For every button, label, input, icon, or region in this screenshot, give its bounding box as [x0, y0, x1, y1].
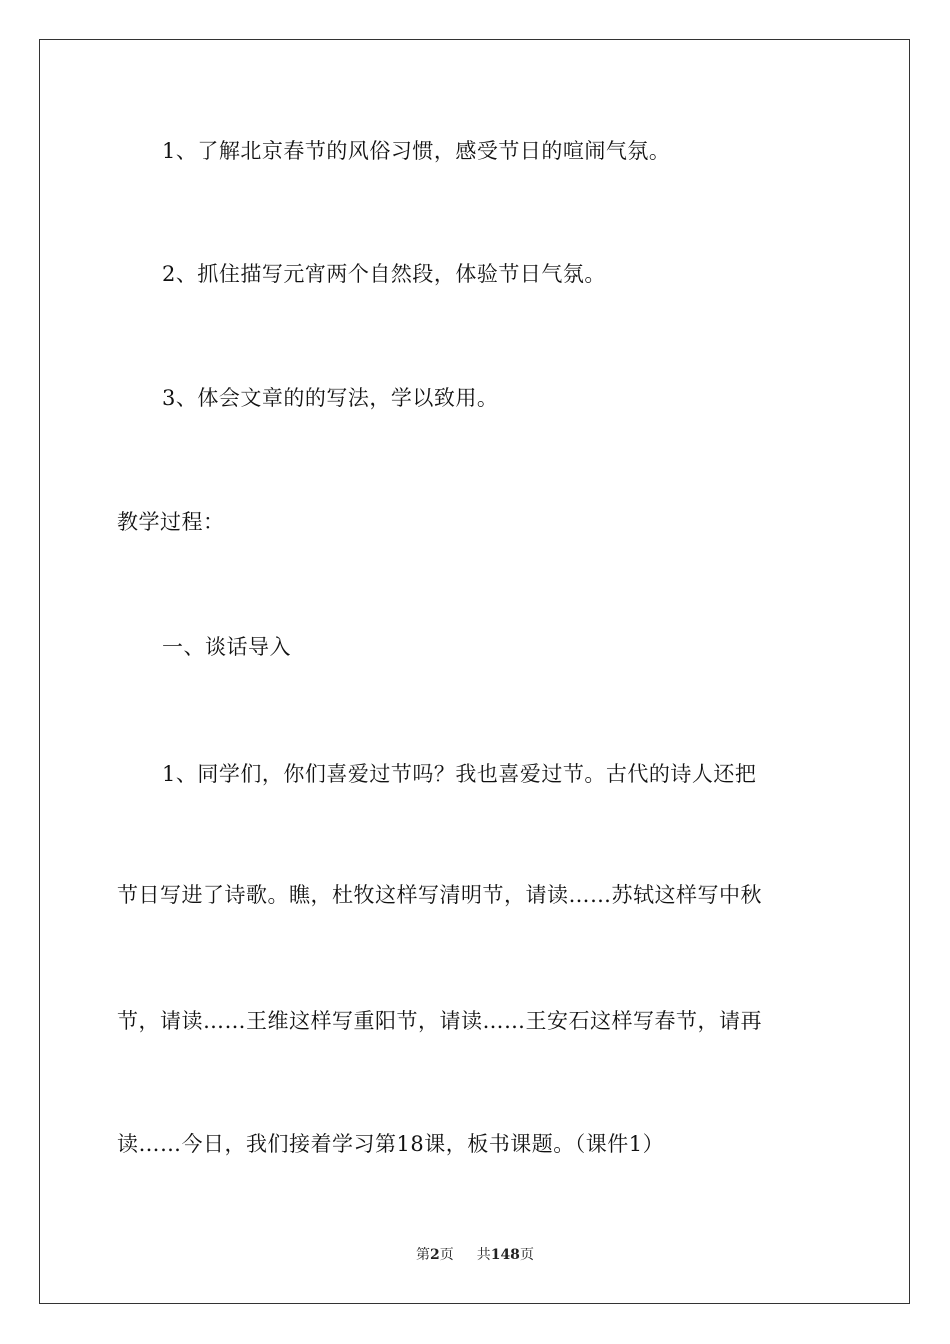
- paragraph-line-2: 节日写进了诗歌。瞧，杜牧这样写清明节，请读……苏轼这样写中秋: [117, 883, 762, 907]
- total-pages: 148: [490, 1247, 520, 1263]
- total-suffix: 页: [519, 1247, 534, 1263]
- objective-2: 2、抓住描写元宵两个自然段，体验节日气氛。: [162, 262, 606, 286]
- paragraph-line-1: 1、同学们，你们喜爱过节吗？我也喜爱过节。古代的诗人还把: [162, 762, 757, 786]
- page-suffix: 页: [439, 1247, 454, 1263]
- paragraph-line-3: 节，请读……王维这样写重阳节，请读……王安石这样写春节，请再: [117, 1009, 762, 1033]
- total-prefix: 共: [476, 1247, 491, 1263]
- objective-1: 1、了解北京春节的风俗习惯，感受节日的喧闹气氛。: [162, 139, 671, 163]
- paragraph-line-4: 读……今日，我们接着学习第18课，板书课题。（课件1）: [117, 1132, 665, 1156]
- page-border: [39, 39, 910, 1304]
- objective-3: 3、体会文章的的写法，学以致用。: [162, 386, 499, 410]
- process-heading: 教学过程：: [117, 510, 225, 534]
- page-number: 2: [430, 1247, 440, 1263]
- page-footer: [0, 1246, 950, 1264]
- page-prefix: 第: [416, 1247, 431, 1263]
- section-heading: 一、谈话导入: [162, 635, 291, 659]
